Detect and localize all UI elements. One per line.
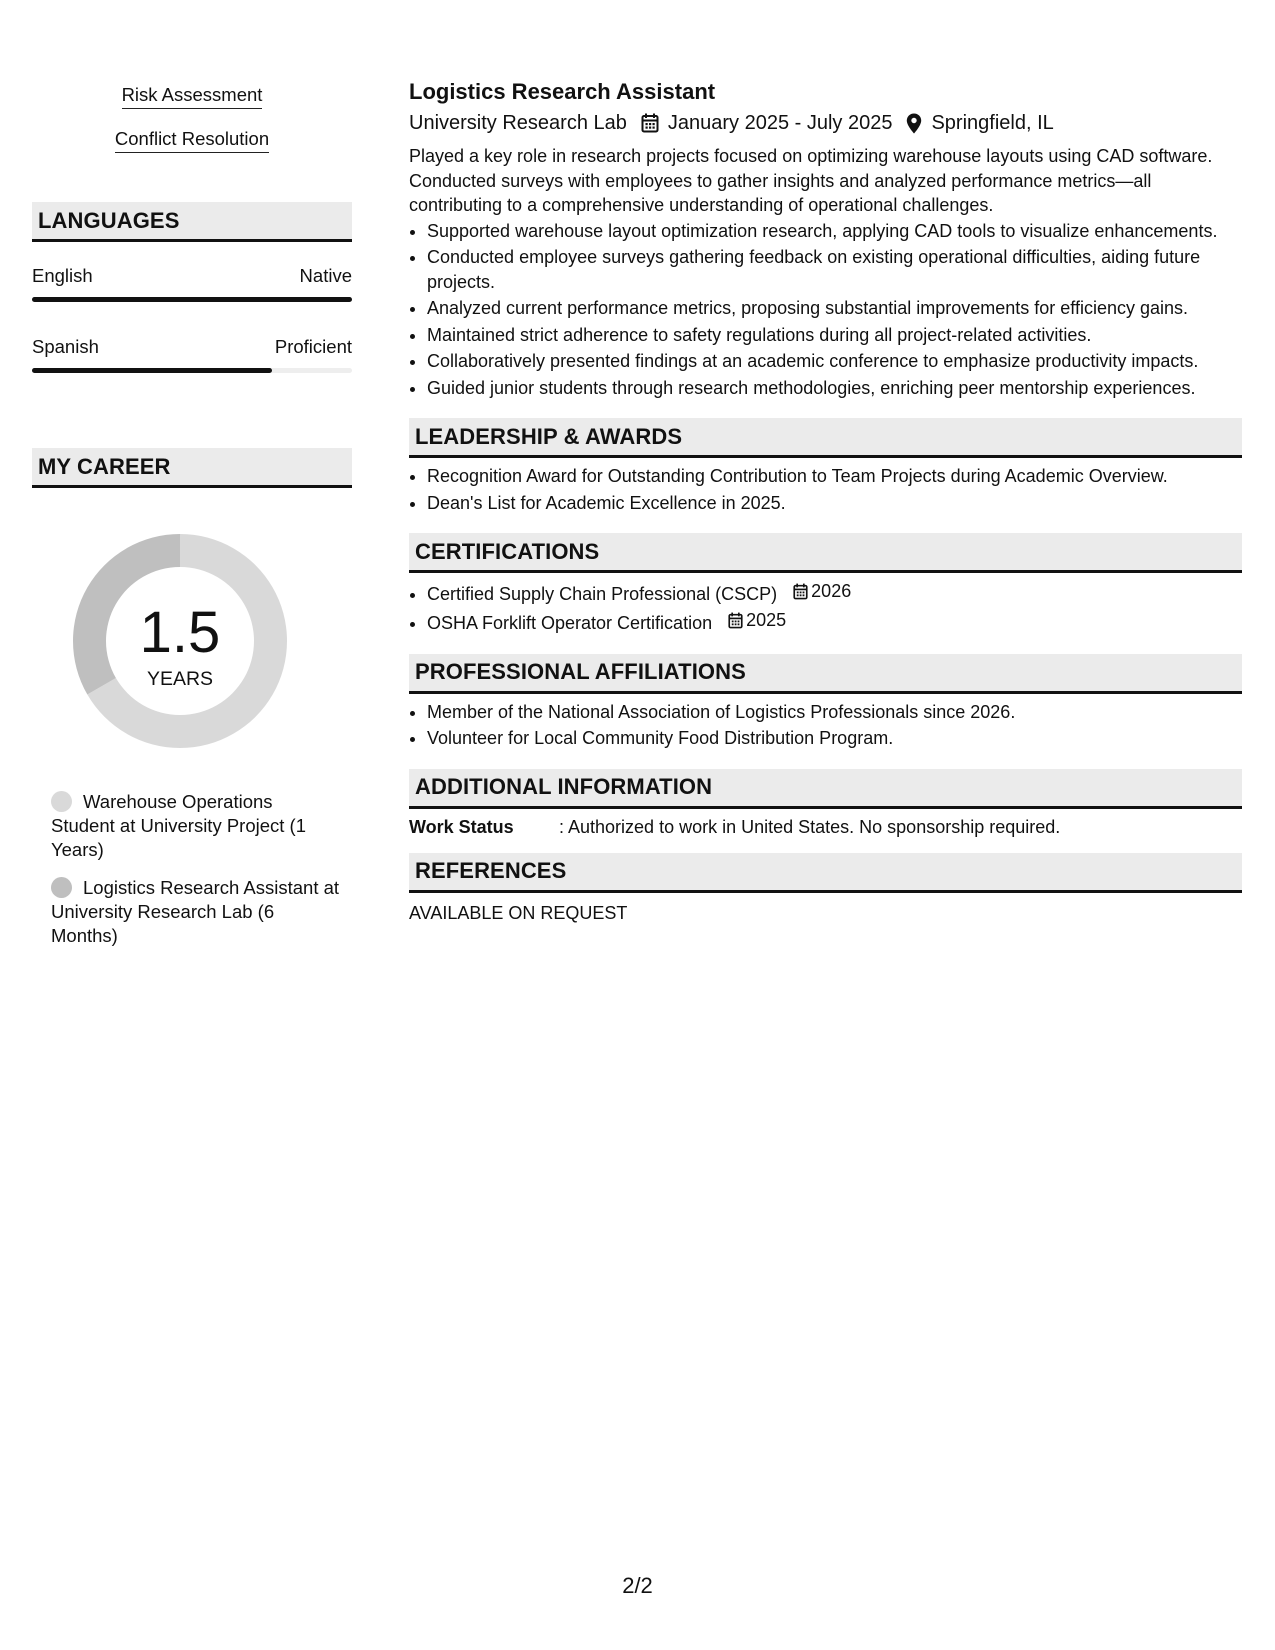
affiliation-item: • Member of the National Association of Logistics Professionals since 2026.	[427, 700, 1242, 725]
career-legend-text: Logistics Research Assistant at University Research Lab (6 Months)	[51, 877, 340, 946]
certifications-heading: CERTIFICATIONS	[409, 533, 1242, 573]
job-meta	[409, 110, 1242, 136]
certifications-list	[409, 579, 1242, 636]
career-legend	[51, 790, 341, 948]
job-bullet: • Analyzed current performance metrics, proposing substantial improvements for efficiency gains.	[427, 296, 1242, 321]
job-bullet: • Supported warehouse layout optimization research, applying CAD tools to visualize enhancements.	[427, 219, 1242, 244]
language-level: Native	[299, 265, 352, 286]
language-proficiency-fill	[32, 368, 272, 373]
legend-dot	[51, 877, 72, 898]
additional-info-section	[409, 769, 1242, 839]
job-bullet: • Conducted employee surveys gathering feedback on existing operational difficulties, aiding future projects.	[427, 245, 1242, 294]
job-title: Logistics Research Assistant	[409, 79, 716, 104]
award-item: • Dean's List for Academic Excellence in 2025.	[427, 491, 1242, 516]
job-dates: January 2025 - July 2025	[667, 112, 893, 134]
affiliations-heading: PROFESSIONAL AFFILIATIONS	[409, 654, 1242, 694]
career-total-value: 1.5	[139, 600, 221, 665]
certification-year: 2026	[811, 581, 852, 601]
awards-section	[409, 418, 1242, 515]
work-status-value: : Authorized to work in United States. No sponsorship required.	[559, 816, 1061, 837]
references-text: AVAILABLE ON REQUEST	[409, 902, 628, 923]
location-pin-icon	[906, 113, 922, 134]
language-name: English	[32, 265, 93, 286]
calendar-icon	[728, 612, 743, 629]
job-org: University Research Lab	[409, 112, 627, 134]
job-location: Springfield, IL	[931, 112, 1054, 134]
career-heading: MY CAREER	[32, 448, 352, 488]
language-item	[32, 336, 352, 373]
career-legend-text: Warehouse Operations Student at University Project (1 Years)	[51, 791, 306, 860]
skills-list	[32, 84, 352, 172]
certification-name: Certified Supply Chain Professional (CSCP)	[427, 583, 778, 604]
job-bullets	[409, 219, 1242, 401]
career-donut-chart	[67, 528, 293, 754]
affiliations-section	[409, 654, 1242, 751]
languages-section	[32, 202, 352, 373]
legend-dot	[51, 791, 72, 812]
job-bullet: • Maintained strict adherence to safety regulations during all project-related activities.	[427, 323, 1242, 348]
language-proficiency-bar	[32, 297, 352, 302]
career-total-unit: YEARS	[146, 668, 214, 690]
certification-year: 2025	[746, 610, 787, 631]
right-column	[409, 78, 1242, 925]
calendar-icon	[641, 113, 659, 133]
language-level: Proficient	[274, 336, 352, 357]
page-number: 2/2	[622, 1573, 653, 1598]
languages-heading: LANGUAGES	[32, 202, 352, 242]
language-proficiency-fill	[32, 297, 352, 302]
language-name: Spanish	[32, 336, 99, 357]
language-proficiency-bar	[32, 368, 352, 373]
work-status-label: Work Status	[409, 816, 514, 837]
job-summary: Played a key role in research projects focused on optimizing warehouse layouts using CAD software. Conducted surveys with employees to gather insights and analyzed performance metrics—all contributing to a comprehensive understanding of operational challenges.	[409, 146, 1213, 215]
skill-tag: Conflict Resolution	[115, 128, 269, 153]
job-bullet: • Guided junior students through research methodologies, enriching peer mentorship experiences.	[427, 376, 1242, 401]
affiliations-list	[409, 700, 1242, 751]
award-item: • Recognition Award for Outstanding Contribution to Team Projects during Academic Overview.	[427, 464, 1242, 489]
career-section	[32, 448, 352, 948]
language-item	[32, 265, 352, 302]
career-legend-item	[51, 876, 341, 948]
additional-info-heading: ADDITIONAL INFORMATION	[409, 769, 1242, 809]
left-column	[32, 84, 352, 962]
references-heading: REFERENCES	[409, 853, 1242, 893]
awards-list	[409, 464, 1242, 515]
certification-name: OSHA Forklift Operator Certification	[427, 613, 713, 633]
skill-tag: Risk Assessment	[122, 84, 263, 109]
job-bullet: • Collaboratively presented findings at an academic conference to emphasize productivity impacts.	[427, 349, 1242, 374]
certifications-section	[409, 533, 1242, 636]
awards-heading: LEADERSHIP & AWARDS	[409, 418, 1242, 458]
references-section	[409, 853, 1242, 925]
certification-item	[427, 579, 1242, 606]
affiliation-item: • Volunteer for Local Community Food Distribution Program.	[427, 726, 1242, 751]
career-legend-item	[51, 790, 341, 862]
calendar-icon	[793, 583, 808, 600]
work-status-row	[409, 815, 1242, 839]
certification-item	[427, 608, 1242, 635]
